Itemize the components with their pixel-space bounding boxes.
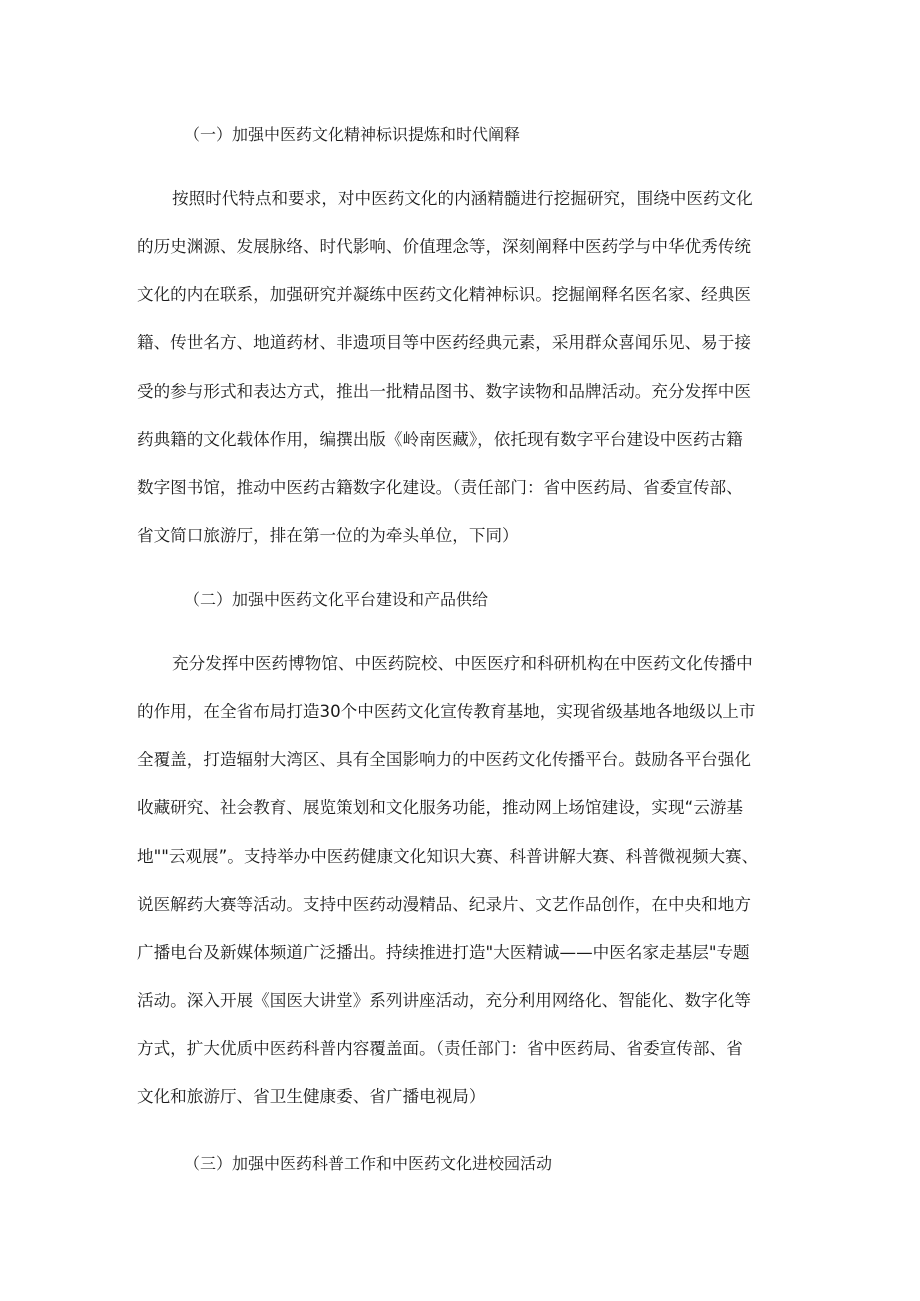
section-2-line-5: 地""云观展”。支持举办中医药健康文化知识大赛、科普讲解大赛、科普微视频大赛、 — [137, 847, 759, 866]
section-2-line-4: 收藏研究、社会教育、展览策划和文化服务功能，推动网上场馆建设，实现“云游基 — [137, 798, 743, 817]
section-3-heading: （三）加强中医药科普工作和中医药文化进校园活动 — [184, 1154, 553, 1173]
section-1-line-3: 文化的内在联系，加强研究并凝练中医药文化精神标识。挖掘阐释名医名家、经典医 — [137, 285, 751, 304]
section-2-line-7: 广播电台及新媒体频道广泛播出。持续推进打造"大医精诚——中医名家走基层"专题 — [137, 943, 750, 962]
section-2-line-8: 活动。深入开展《国医大讲堂》系列讲座活动，充分利用网络化、智能化、数字化等 — [137, 991, 751, 1010]
section-1-line-2: 的历史渊源、发展脉络、时代影响、价值理念等，深刻阐释中医药学与中华优秀传统 — [137, 237, 751, 256]
section-1-line-4: 籍、传世名方、地道药材、非遗项目等中医药经典元素，采用群众喜闻乐见、易于接 — [137, 333, 751, 352]
section-2-line-6: 说医解药大赛等活动。支持中医药动漫精品、纪录片、文艺作品创作，在中央和地方 — [137, 895, 751, 914]
section-1-line-6: 药典籍的文化载体作用，编撰出版《岭南医藏》，依托现有数字平台建设中医药古籍 — [137, 430, 743, 449]
section-2-heading: （二）加强中医药文化平台建设和产品供给 — [184, 590, 489, 609]
section-2-line-3: 全覆盖，打造辐射大湾区、具有全国影响力的中医药文化传播平台。鼓励各平台强化 — [137, 750, 751, 769]
section-2-line-9: 方式，扩大优质中医药科普内容覆盖面。（责任部门：省中医药局、省委宣传部、省 — [137, 1039, 743, 1058]
section-1-line-1: 按照时代特点和要求，对中医药文化的内涵精髓进行挖掘研究，围绕中医药文化 — [172, 189, 753, 208]
section-2-line-1: 充分发挥中医药博物馆、中医药院校、中医医疗和科研机构在中医药文化传播中 — [172, 654, 753, 673]
section-1-line-5: 受的参与形式和表达方式，推出一批精品图书、数字读物和品牌活动。充分发挥中医 — [137, 382, 751, 401]
section-1-heading: （一）加强中医药文化精神标识提炼和时代阐释 — [184, 125, 521, 144]
section-2-line-10: 文化和旅游厅、省卫生健康委、省广播电视局） — [137, 1087, 486, 1106]
section-2-line-2: 的作用，在全省布局打造30个中医药文化宣传教育基地，实现省级基地各地级以上市 — [137, 702, 756, 721]
section-1-line-8: 省文简口旅游厅，排在第一位的为牵头单位，下同） — [137, 526, 519, 545]
section-1-line-7: 数字图书馆，推动中医药古籍数字化建设。（责任部门：省中医药局、省委宣传部、 — [137, 478, 743, 497]
